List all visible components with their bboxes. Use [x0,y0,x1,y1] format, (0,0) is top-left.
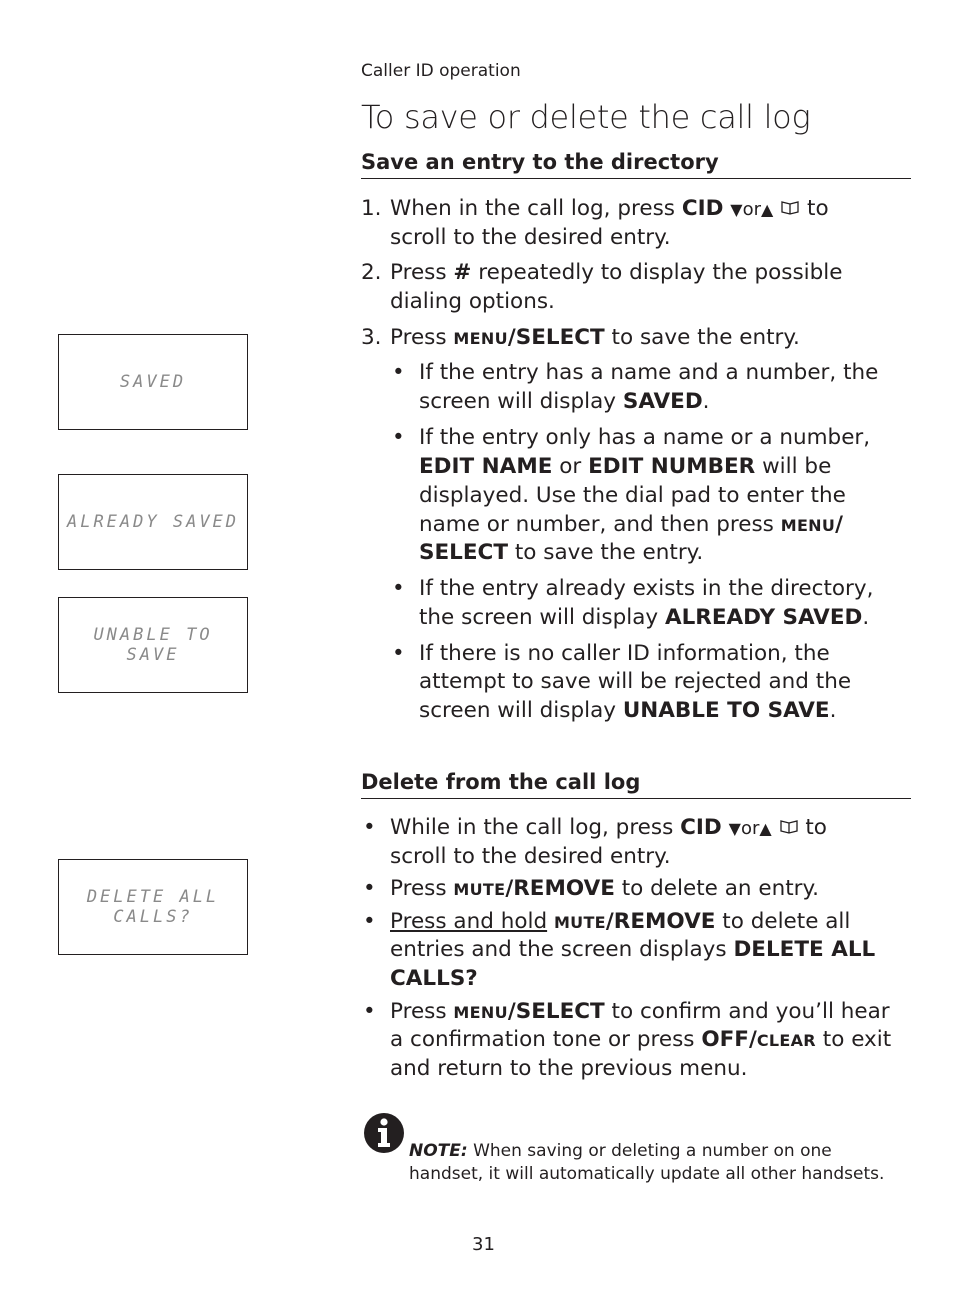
step-2-line-1: Press # repeatedly to display the possible [390,260,843,285]
delete-bullet-4-line-1: Press MENU/SELECT to confirm and you’ll hear [390,999,890,1024]
delete-bullet-2: Press MUTE/REMOVE to delete an entry. [390,876,819,901]
lcd-text-line-1: DELETE ALL [86,887,220,907]
up-arrow-icon: ▲ [759,819,772,838]
step-1-line-2: scroll to the desired entry. [390,225,671,250]
bullet-dot: • [392,360,405,385]
already-bullet-line-2: the screen will display ALREADY SAVED. [419,605,870,630]
bullet-dot: • [363,815,376,840]
saved-bullet-line-2: screen will display SAVED. [419,389,710,414]
edit-bullet-line-2: EDIT NAME or EDIT NUMBER will be [419,454,832,479]
bullet-dot: • [392,425,405,450]
unable-bullet-line-1: If there is no caller ID information, the [419,641,830,666]
bullet-dot: • [363,909,376,934]
lcd-text-saved: SAVED [119,372,187,392]
lcd-screen-unable-to-save [58,597,248,693]
bullet-dot: • [363,999,376,1024]
bullet-dot: • [363,876,376,901]
lcd-screen-saved [58,334,248,430]
edit-bullet-line-3: displayed. Use the dial pad to enter the [419,483,846,508]
step-3-number: 3. [361,325,382,350]
up-arrow-icon: ▲ [761,200,774,219]
edit-bullet-line-4: name or number, and then press MENU/ [419,512,844,537]
page-title: To save or delete the call log [361,98,811,136]
lcd-text-already-saved: ALREADY SAVED [66,512,240,532]
step-1-number: 1. [361,196,382,221]
page-number: 31 [472,1234,495,1255]
delete-bullet-1-line-2: scroll to the desired entry. [390,844,671,869]
step-1-line-1: When in the call log, press CID ▼or▲ to [390,196,829,221]
unable-bullet-line-3: screen will display UNABLE TO SAVE. [419,698,837,723]
section-label: Caller ID operation [361,61,521,81]
bullet-dot: • [392,641,405,666]
delete-section-heading: Delete from the call log [361,770,911,799]
bullet-dot: • [392,576,405,601]
lcd-screen-delete-all [58,859,248,955]
delete-bullet-3-line-2: entries and the screen displays DELETE ALL [390,937,876,962]
saved-bullet-line-1: If the entry has a name and a number, the [419,360,879,385]
note: NOTE: When saving or deleting a number on one handset, it will automatically update all other handsets. [409,1141,885,1184]
delete-bullet-4-line-2: a confirmation tone or press OFF/CLEAR to exit [390,1027,892,1052]
down-arrow-icon: ▼ [728,819,741,838]
book-icon [779,815,799,840]
book-icon [780,196,800,221]
delete-bullet-3-line-3: CALLS? [390,966,478,991]
lcd-text-line-1: UNABLE TO [93,625,213,645]
lcd-text-line-2: CALLS? [113,907,193,927]
step-3-line-1: Press MENU/SELECT to save the entry. [390,325,800,350]
delete-bullet-1-line-1: While in the call log, press CID ▼or▲ to [390,815,827,840]
lcd-screen-already-saved [58,474,248,570]
lcd-text-line-2: SAVE [126,645,180,665]
save-section-heading: Save an entry to the directory [361,150,911,179]
down-arrow-icon: ▼ [730,200,743,219]
delete-bullet-3-line-1: Press and hold MUTE/REMOVE to delete all [390,909,851,934]
step-2-number: 2. [361,260,382,285]
step-2-line-2: dialing options. [390,289,555,314]
edit-bullet-line-5: SELECT to save the entry. [419,540,704,565]
unable-bullet-line-2: attempt to save will be rejected and the [419,669,852,694]
delete-bullet-4-line-3: and return to the previous menu. [390,1056,748,1081]
already-bullet-line-1: If the entry already exists in the directory, [419,576,874,601]
edit-bullet-line-1: If the entry only has a name or a number, [419,425,871,450]
info-icon [363,1112,405,1154]
